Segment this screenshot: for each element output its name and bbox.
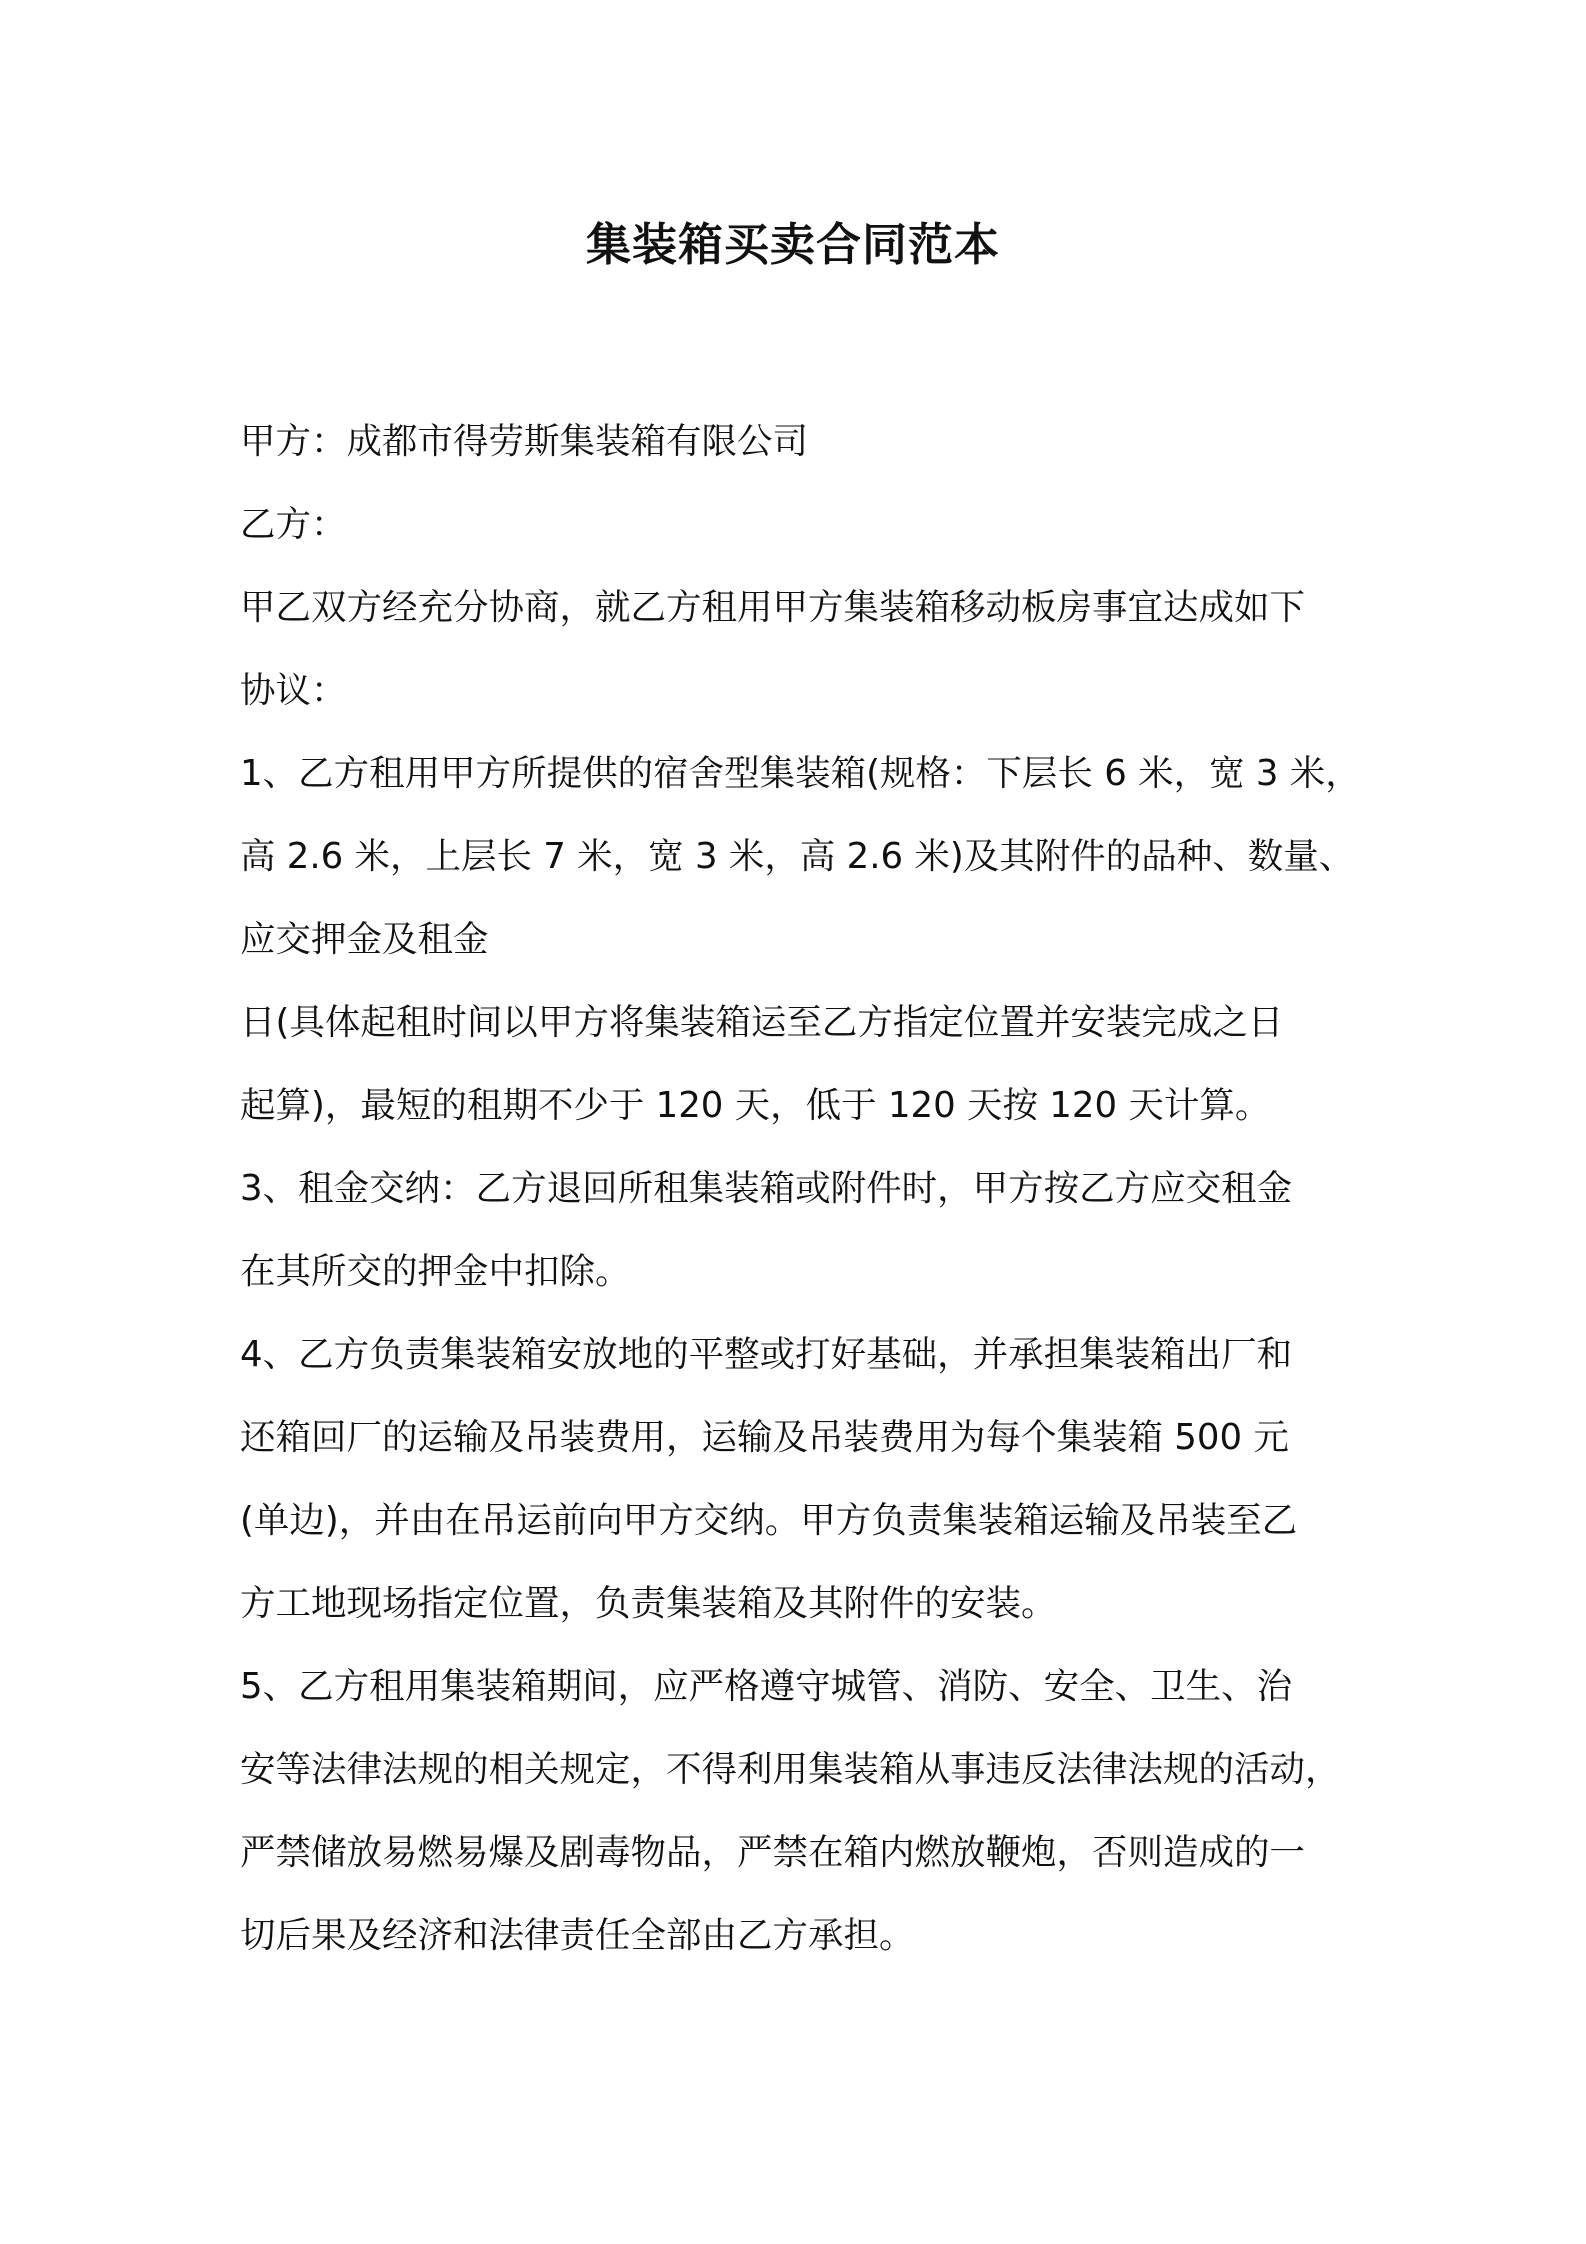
clause-1-line: 高 2.6 米，上层长 7 米，宽 3 米，高 2.6 米)及其附件的品种、数量、	[240, 836, 1355, 877]
clause-5-line: 5、乙方租用集装箱期间，应严格遵守城管、消防、安全、卫生、治	[240, 1666, 1293, 1707]
clause-3-line: 3、租金交纳：乙方退回所租集装箱或附件时，甲方按乙方应交租金	[240, 1168, 1293, 1209]
clause-5-line: 安等法律法规的相关规定，不得利用集装箱从事违反法律法规的活动，	[240, 1749, 1341, 1790]
clause-5-line: 严禁储放易燃易爆及剧毒物品，严禁在箱内燃放鞭炮，否则造成的一	[240, 1832, 1306, 1873]
document-title: 集装箱买卖合同范本	[585, 218, 1000, 271]
party-a-line: 甲方：成都市得劳斯集装箱有限公司	[240, 421, 809, 462]
clause-4-line: 还箱回厂的运输及吊装费用，运输及吊装费用为每个集装箱 500 元	[240, 1417, 1289, 1458]
clause-2-line: 起算)，最短的租期不少于 120 天，低于 120 天按 120 天计算。	[240, 1085, 1271, 1126]
clause-4-line: 方工地现场指定位置，负责集装箱及其附件的安装。	[240, 1583, 1057, 1624]
clause-2-line: 日(具体起租时间以甲方将集装箱运至乙方指定位置并安装完成之日	[240, 1002, 1284, 1043]
clause-1-line: 应交押金及租金	[240, 919, 489, 960]
clause-3-line: 在其所交的押金中扣除。	[240, 1251, 631, 1292]
document-body	[240, 400, 1361, 1977]
clause-4-line: 4、乙方负责集装箱安放地的平整或打好基础，并承担集装箱出厂和	[240, 1334, 1293, 1375]
party-b-line: 乙方：	[240, 504, 347, 545]
preamble-line: 甲乙双方经充分协商，就乙方租用甲方集装箱移动板房事宜达成如下	[240, 587, 1306, 628]
clause-5-line: 切后果及经济和法律责任全部由乙方承担。	[240, 1915, 915, 1956]
clause-4-line: (单边)，并由在吊运前向甲方交纳。甲方负责集装箱运输及吊装至乙	[240, 1500, 1298, 1541]
preamble-line: 协议：	[240, 670, 347, 711]
clause-1-line: 1、乙方租用甲方所提供的宿舍型集装箱(规格：下层长 6 米，宽 3 米，	[240, 753, 1361, 794]
